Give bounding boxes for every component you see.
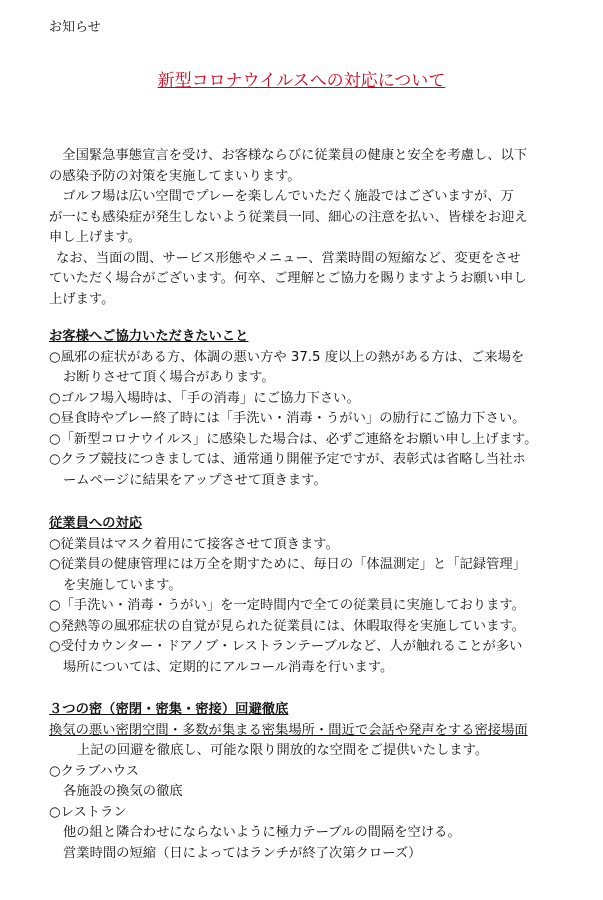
mitsu-line: 他の組と隣合わせにならないように極力テーブルの間隔を空ける。 [63,825,461,840]
staff-line: 場所については、定期的にアルコール消毒を行います。 [63,659,394,675]
mitsu-line: ○クラブハウス [49,763,139,779]
staff-heading: 従業員への対応 [49,516,143,531]
mitsu-line: 上記の回避を徹底し、可能な限り開放的な空間をご提供いたします。 [77,743,489,758]
mitsu-line: ○レストラン [49,804,127,820]
mitsu-line: 営業時間の短縮（日によってはランチが終了次第クローズ） [63,845,422,861]
staff-line: を実施しています。 [63,577,182,593]
mitsu-line: 各施設の換気の徹底 [63,784,183,799]
mitsu-heading: ３つの密（密閉・密集・密接）回避徹底 [49,702,289,717]
staff-section [49,514,569,678]
staff-line: ○発熱等の風邪症状の自覚が見られた従業員には、休暇取得を実施しています。 [49,618,525,634]
customers-heading: お客様へご協力いただきたいこと [49,329,249,344]
customers-line: ○「新型コロナウイルス」に感染した場合は、必ずご連絡をお願い申し上げます。 [49,431,538,447]
staff-line: ○「手洗い・消毒・うがい」を一定時間内で全ての従業員に実施しております。 [49,598,525,613]
customers-line: ○クラブ競技につきましては、通常通り開催予定ですが、表彰式は省略し当社ホ [49,452,526,467]
customers-line: ○ゴルフ場入場時は、「手の消毒」にご協力下さい。 [49,390,360,406]
intro-line: 上げます。 [49,291,115,307]
customers-section [49,327,569,491]
intro-line: ていただく場合がございます。何卒、ご理解とご協力を賜りますようお願い申し [49,271,527,286]
staff-line: ○受付カウンター・ドアノブ・レストランテーブルなど、人が触れることが多い [49,639,523,654]
intro-line: が一にも感染症が発生しないよう従業員一同、細心の注意を払い、皆様をお迎え [49,209,528,225]
intro-line: なお、当面の間、サービス形態やメニュー、営業時間の短縮など、変更をさせ [56,250,521,266]
page-title: 新型コロナウイルスへの対応について [157,71,446,91]
mitsu-subheading: 換気の悪い密閉空間・多数が集まる密集場所・間近で会話や発声をする密接場面 [49,722,528,738]
intro-line: の感染予防の対策を実施してまいります。 [49,168,301,184]
mitsu-section [49,700,569,864]
intro-line: 申し上げます。 [49,230,142,245]
customers-line: ○風邪の症状がある方、体調の悪い方や 37.5 度以上の熱がある方は、ご来場を [49,349,525,365]
intro-line: 全国緊急事態宣言を受け、お客様ならびに従業員の健康と安全を考慮し、以下 [49,148,528,163]
intro-paragraph [49,146,569,310]
staff-line: ○従業員はマスク着用にて接客させて頂きます。 [49,536,339,552]
notice-label: お知らせ [49,20,101,35]
customers-line: ○昼食時やプレー終了時には「手洗い・消毒・うがい」の励行にご協力下さい。 [49,411,526,426]
customers-line: ームページに結果をアップさせて頂きます。 [63,472,327,488]
customers-line: お断りさせて頂く場合があります。 [63,370,275,385]
intro-line: ゴルフ場は広い空間でプレーを楽しんでいただく施設ではございますが、万 [49,189,514,204]
staff-line: ○従業員の健康管理には万全を期すために、毎日の「体温測定」と「記録管理」 [49,557,526,572]
